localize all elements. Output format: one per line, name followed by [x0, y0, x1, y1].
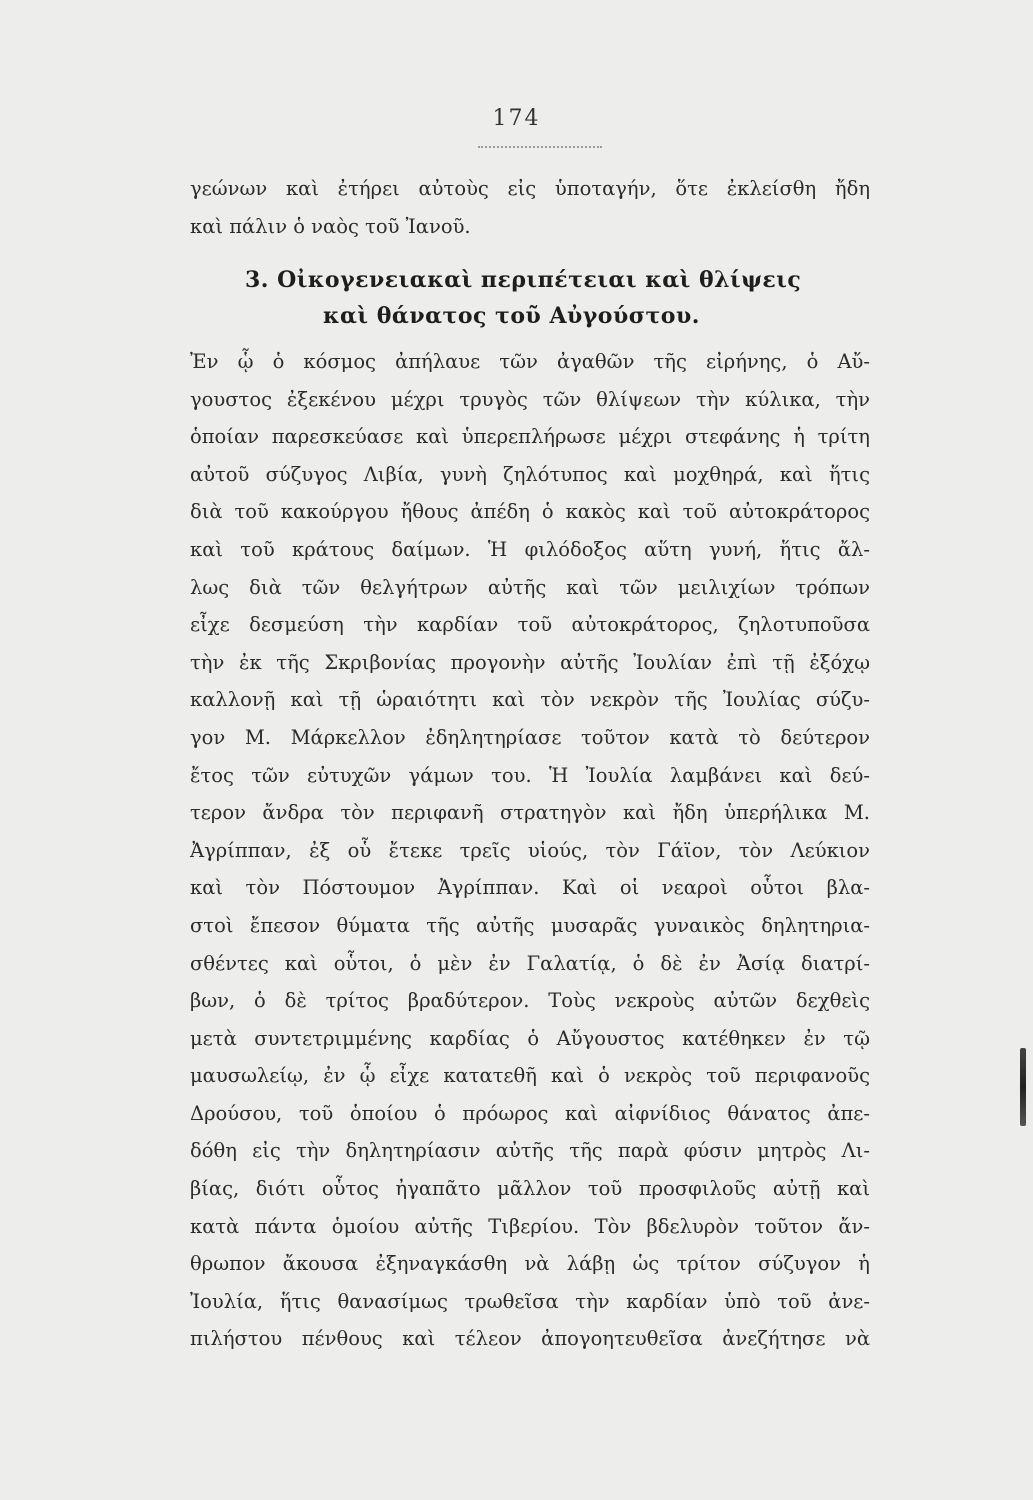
text-line: μαυσωλείῳ, ἐν ᾧ εἶχε κατατεθῆ καὶ ὁ νεκρὸς τοῦ περιφανοῦς	[190, 1064, 870, 1088]
text-line: κατὰ πάντα ὁμοίου αὐτῆς Τιβερίου. Τὸν βδελυρὸν τοῦτον ἄν-	[190, 1214, 870, 1238]
text-line: Ἐν ᾧ ὁ κόσμος ἀπήλαυε τῶν ἀγαθῶν τῆς εἰρήνης, ὁ Αὔ-	[190, 350, 870, 373]
page-edge-mark	[1020, 1048, 1026, 1126]
text-line: γεώνων καὶ ἐτήρει αὐτοὺς εἰς ὑποταγήν, ὅτε ἐκλείσθη ἤδη	[190, 177, 870, 200]
text-line: στοὶ ἔπεσον θύματα τῆς αὐτῆς μυσαρᾶς γυναικὸς δηλητηρια-	[190, 913, 870, 937]
text-line: λως διὰ τῶν θελγήτρων αὐτῆς καὶ τῶν μειλιχίων τρόπων	[190, 575, 870, 599]
text-line: διὰ τοῦ κακούργου ἤθους ἀπέδη ὁ κακὸς καὶ τοῦ αὐτοκράτορος	[190, 500, 870, 524]
text-line: πιλήστου πένθους καὶ τέλεον ἀπογοητευθεῖσα ἀνεζήτησε νὰ	[190, 1327, 870, 1351]
text-line: καὶ πάλιν ὁ ναὸς τοῦ Ἰανοῦ.	[190, 214, 471, 238]
text-line: βων, ὁ δὲ τρίτος βραδύτερον. Τοὺς νεκροὺς αὐτῶν δεχθεὶς	[190, 989, 870, 1013]
text-line: βίας, διότι οὗτος ἠγαπᾶτο μᾶλλον τοῦ προσφιλοῦς αὐτῇ καὶ	[190, 1177, 870, 1201]
text-line: θρωπον ἄκουσα ἐξηναγκάσθη νὰ λάβῃ ὡς τρίτον σύζυγον ἡ	[190, 1252, 870, 1276]
page-number-ornament	[478, 146, 602, 154]
text-line: Ἀγρίππαν, ἐξ οὗ ἔτεκε τρεῖς υἱούς, τὸν Γάϊον, τὸν Λεύκιον	[190, 838, 870, 862]
text-line: γουστος ἐξεκένου μέχρι τρυγὸς τῶν θλίψεων τὴν κύλικα, τὴν	[190, 387, 870, 411]
text-line: ὁποίαν παρεσκεύασε καὶ ὑπερεπλήρωσε μέχρι στεφάνης ἡ τρίτη	[190, 425, 870, 449]
text-line: καὶ τοῦ κράτους δαίμων. Ἡ φιλόδοξος αὕτη γυνή, ἥτις ἄλ-	[190, 537, 870, 561]
text-line: γον Μ. Μάρκελλον ἐδηλητηρίασε τοῦτον κατὰ τὸ δεύτερον	[190, 725, 870, 749]
page-number: 174	[492, 106, 541, 131]
text-line: καλλονῇ καὶ τῇ ὡραιότητι καὶ τὸν νεκρὸν τῆς Ἰουλίας σύζυ-	[190, 688, 870, 712]
text-line: Δρούσου, τοῦ ὁποίου ὁ πρόωρος καὶ αἰφνίδιος θάνατος ἀπε-	[190, 1101, 870, 1125]
section-heading-line-1: 3. Οἰκογενειακαὶ περιπέτειαι καὶ θλίψεις	[245, 267, 802, 293]
text-line: αὐτοῦ σύζυγος Λιβία, γυνὴ ζηλότυπος καὶ μοχθηρά, καὶ ἥτις	[190, 462, 870, 486]
section-heading	[190, 262, 880, 334]
text-line: καὶ τὸν Πόστουμον Ἀγρίππαν. Καὶ οἱ νεαροὶ οὗτοι βλα-	[190, 876, 870, 900]
section-heading-line-2: καὶ θάνατος τοῦ Αὐγούστου.	[323, 303, 700, 329]
text-line: σθέντες καὶ οὗτοι, ὁ μὲν ἐν Γαλατίᾳ, ὁ δὲ ἐν Ἀσίᾳ διατρί-	[190, 951, 870, 975]
text-line: εἶχε δεσμεύση τὴν καρδίαν τοῦ αὐτοκράτορος, ζηλοτυποῦσα	[190, 613, 870, 637]
body-paragraph	[190, 343, 870, 1358]
text-line: Ἰουλία, ἥτις θανασίμως τρωθεῖσα τὴν καρδίαν ὑπὸ τοῦ ἀνε-	[190, 1289, 870, 1313]
intro-paragraph	[190, 170, 870, 245]
text-line: δόθη εἰς τὴν δηλητηρίασιν αὐτῆς τῆς παρὰ φύσιν μητρὸς Λι-	[190, 1139, 870, 1163]
text-line: τὴν ἐκ τῆς Σκριβονίας προγονὴν αὐτῆς Ἰουλίαν ἐπὶ τῇ ἐξόχῳ	[190, 650, 870, 674]
text-line: ἔτος τῶν εὐτυχῶν γάμων του. Ἡ Ἰουλία λαμβάνει καὶ δεύ-	[190, 763, 870, 787]
text-line: τερον ἄνδρα τὸν περιφανῆ στρατηγὸν καὶ ἤδη ὑπερήλικα Μ.	[190, 801, 870, 825]
text-line: μετὰ συντετριμμένης καρδίας ὁ Αὔγουστος κατέθηκεν ἐν τῷ	[190, 1026, 870, 1050]
